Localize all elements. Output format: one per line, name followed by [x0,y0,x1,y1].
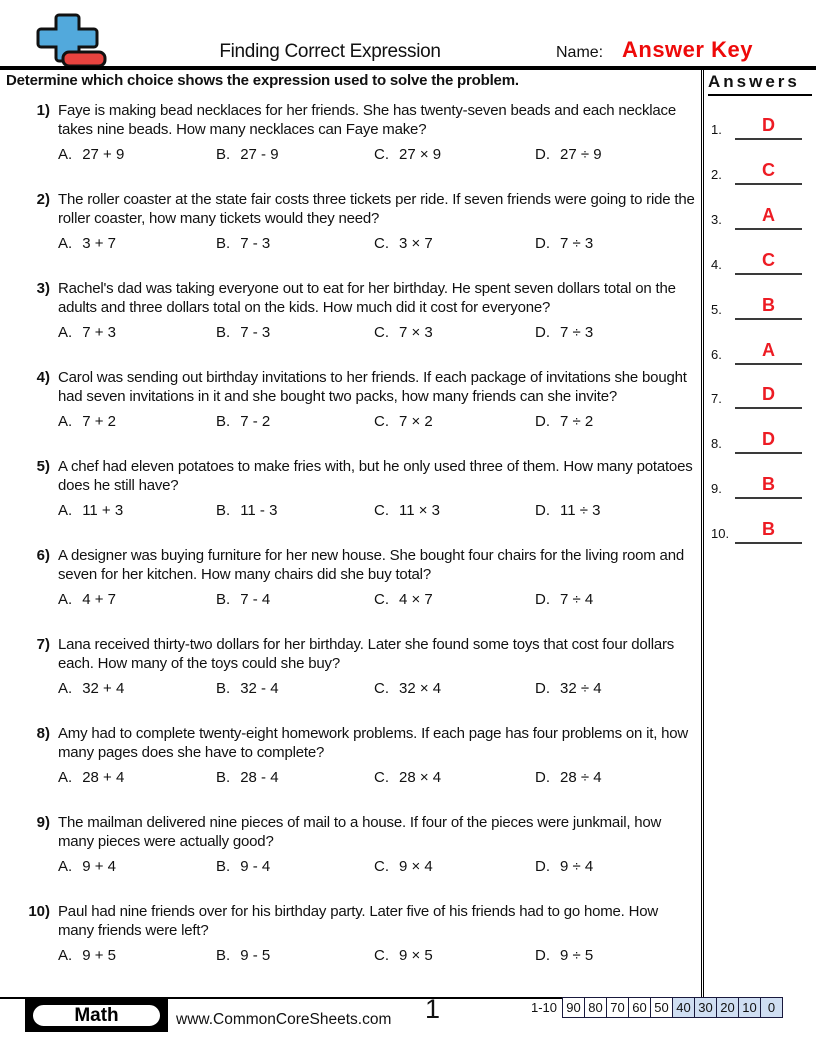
question-number: 2) [36,191,50,208]
choices-row [58,858,696,875]
choice-c [374,680,535,697]
choice-expression: 7 × 2 [399,413,433,430]
choice-d [535,591,696,608]
choice-label: B. [216,413,231,430]
answer-key-label: Answer Key [622,37,753,62]
name-label: Name: [556,44,604,61]
choice-expression: 7 ÷ 4 [560,591,594,608]
choice-a [58,146,216,163]
score-cell-90: 90 [562,997,585,1018]
answer-number: 1. [711,122,722,137]
score-cell-20: 20 [716,997,739,1018]
question-2 [28,190,696,252]
question-number: 6) [36,547,50,564]
choice-expression: 28 × 4 [399,769,442,786]
choice-label: A. [58,947,73,964]
choice-label: A. [58,858,73,875]
choice-label: B. [216,680,231,697]
choice-expression: 7 ÷ 2 [560,413,594,430]
choice-label: C. [374,413,389,430]
score-cell-80: 80 [584,997,607,1018]
answer-number: 10. [711,526,730,542]
choice-c [374,324,535,341]
answer-letter: D [762,115,775,135]
answer-blank [735,426,802,454]
answer-item-7 [711,379,804,409]
score-range-label: 1-10 [530,1000,557,1015]
choice-expression: 11 × 3 [399,502,441,519]
choice-label: D. [535,235,550,252]
answers-panel-title: Answers [708,72,812,96]
choice-expression: 7 + 3 [82,324,116,341]
choices-row [58,235,696,252]
choice-label: D. [535,680,550,697]
choice-d [535,146,696,163]
question-7 [28,635,696,697]
choice-label: D. [535,858,550,875]
score-cell-70: 70 [606,997,629,1018]
choice-label: C. [374,858,389,875]
header-divider [0,66,816,70]
choice-expression: 9 + 5 [82,947,116,964]
question-10 [28,902,696,964]
choice-b [216,413,374,430]
answer-blank [735,292,802,320]
choice-label: C. [374,947,389,964]
choice-expression: 9 × 4 [399,858,433,875]
answer-blank [735,337,802,365]
answer-letter: C [762,159,775,180]
answer-blank [735,112,802,140]
choice-label: A. [58,502,73,519]
answer-item-1 [711,110,804,140]
choice-a [58,324,216,341]
score-cell-0: 0 [760,997,783,1018]
answer-item-5 [711,290,804,320]
question-number: 3) [36,280,50,297]
choice-label: B. [216,769,231,786]
choice-label: D. [535,324,550,341]
question-text: Lana received thirty-two dollars for her birthday. Later she found some toys that cost four dollars each. How many of the toys could she buy? [58,636,675,672]
choice-expression: 27 - 9 [240,146,279,163]
question-text: Carol was sending out birthday invitations to her friends. If each package of invitations she bought had seven invitations in it and she bought two packs, how many friends can she invite? [58,369,687,405]
choice-expression: 9 ÷ 5 [560,947,594,964]
choice-label: B. [216,591,231,608]
question-text: A designer was buying furniture for her new house. She bought four chairs for the living room and seven for her kitchen. How many chairs did she buy total? [58,547,684,583]
choice-label: D. [535,947,550,964]
choice-b [216,591,374,608]
question-number: 8) [36,725,50,742]
choices-row [58,769,696,786]
score-bar [503,997,783,1018]
choice-a [58,680,216,697]
choice-a [58,769,216,786]
subject-badge-label: Math [31,1003,162,1028]
choice-label: C. [374,146,389,163]
choice-c [374,146,535,163]
question-6 [28,546,696,608]
choices-row [58,680,696,697]
answer-number: 2. [711,166,722,182]
choice-label: D. [535,146,550,163]
question-3 [28,279,696,341]
website-url: www.CommonCoreSheets.com [176,1011,392,1028]
choice-a [58,502,216,519]
answer-number: 9. [711,481,722,497]
question-number: 4) [36,369,50,386]
choice-label: B. [216,502,231,519]
choice-label: A. [58,413,73,430]
choice-label: B. [216,947,231,964]
choice-expression: 7 - 4 [240,591,271,608]
answer-blank [735,381,802,409]
choice-label: D. [535,413,550,430]
choice-label: D. [535,769,550,786]
answer-letter: A [762,339,775,360]
choice-expression: 7 - 3 [240,235,271,252]
answer-number: 3. [711,211,722,227]
choice-label: A. [58,146,73,163]
score-cell-30: 30 [694,997,717,1018]
choice-expression: 9 - 5 [240,947,271,964]
question-text: The roller coaster at the state fair costs three tickets per ride. If seven friends were going to ride the roller coaster, how many tickets would they need? [58,191,695,227]
answer-letter: D [762,384,775,405]
choice-label: D. [535,502,550,519]
choice-label: A. [58,235,73,252]
question-number: 1) [36,102,50,119]
question-text: A chef had eleven potatoes to make fries with, but he only used three of them. How many potatoes does he still have? [58,458,693,494]
answer-item-8 [711,424,804,454]
score-cell-10: 10 [738,997,761,1018]
answer-blank [735,157,802,185]
question-number: 7) [36,636,50,653]
answer-blank [735,247,802,275]
choice-expression: 3 + 7 [82,235,116,252]
choice-expression: 4 × 7 [399,591,433,608]
question-text: Amy had to complete twenty-eight homework problems. If each page has four problems on it, how many pages does she have to complete? [58,725,689,761]
question-number: 9) [36,814,50,831]
subject-badge [25,999,168,1032]
choice-label: C. [374,502,389,519]
choice-c [374,413,535,430]
answer-blank [735,471,802,499]
answer-number: 8. [711,436,722,452]
answer-letter: B [762,294,775,315]
page-number: 1 [425,994,441,1024]
choice-d [535,947,696,964]
choice-expression: 27 + 9 [82,146,125,163]
choice-label: C. [374,769,389,786]
answer-number: 6. [711,346,722,362]
choice-a [58,858,216,875]
choice-a [58,947,216,964]
choice-b [216,947,374,964]
choice-b [216,680,374,697]
choice-c [374,769,535,786]
choice-label: A. [58,324,73,341]
choice-d [535,413,696,430]
score-cell-50: 50 [650,997,673,1018]
page-title: Finding Correct Expression [219,41,441,62]
answer-item-6 [711,335,804,365]
choices-row [58,502,696,519]
choice-label: C. [374,591,389,608]
choice-d [535,502,696,519]
choice-expression: 32 × 4 [399,680,442,697]
choice-c [374,502,535,519]
choice-expression: 11 - 3 [240,502,278,519]
choice-a [58,591,216,608]
instruction-text: Determine which choice shows the expression used to solve the problem. [6,72,519,89]
choice-expression: 4 + 7 [82,591,116,608]
choice-d [535,769,696,786]
question-text: Faye is making bead necklaces for her friends. She has twenty-seven beads and each necklace takes nine beads. How many necklaces can Faye make? [58,102,676,138]
choice-c [374,947,535,964]
answers-panel [701,70,816,997]
choice-expression: 7 ÷ 3 [560,235,594,252]
answer-blank [735,516,802,544]
choice-d [535,858,696,875]
choice-expression: 11 + 3 [82,502,124,519]
choice-expression: 32 - 4 [240,680,279,697]
choice-expression: 7 - 3 [240,324,271,341]
commoncoresheets-logo-icon [26,12,110,68]
choice-b [216,769,374,786]
choice-b [216,324,374,341]
question-9 [28,813,696,875]
choice-label: C. [374,680,389,697]
choice-expression: 28 + 4 [82,769,125,786]
answer-letter: B [762,474,775,495]
answer-letter: B [762,519,775,540]
choice-expression: 9 ÷ 4 [560,858,594,875]
choice-label: B. [216,146,231,163]
question-text: Rachel's dad was taking everyone out to eat for her birthday. He spent seven dollars total on the adults and three dollars total on the kids. How much did it cost for everyone? [58,280,676,316]
question-4 [28,368,696,430]
answer-item-9 [711,469,804,499]
question-text: Paul had nine friends over for his birthday party. Later five of his friends had to go home. How many friends were left? [58,903,659,939]
answer-letter: D [762,429,775,450]
choice-c [374,591,535,608]
choice-expression: 7 × 3 [399,324,433,341]
choices-row [58,324,696,341]
choice-expression: 27 × 9 [399,146,442,163]
choice-expression: 32 ÷ 4 [560,680,602,697]
question-5 [28,457,696,519]
choice-d [535,324,696,341]
choices-row [58,146,696,163]
choice-label: C. [374,235,389,252]
answer-letter: C [762,249,775,270]
choice-expression: 7 ÷ 3 [560,324,594,341]
minus-icon [63,52,105,66]
answer-number: 4. [711,256,722,272]
choice-b [216,146,374,163]
answer-item-3 [711,200,804,230]
choices-row [58,413,696,430]
question-number: 5) [36,458,50,475]
choice-expression: 7 - 2 [240,413,271,430]
choice-c [374,235,535,252]
choice-b [216,502,374,519]
choice-label: A. [58,591,73,608]
choice-label: B. [216,324,231,341]
choice-c [374,858,535,875]
score-cell-60: 60 [628,997,651,1018]
answer-item-10 [711,514,804,544]
choice-label: B. [216,235,231,252]
choice-expression: 3 × 7 [399,235,433,252]
choices-row [58,591,696,608]
choice-label: A. [58,769,73,786]
answer-item-2 [711,155,804,185]
score-cell-40: 40 [672,997,695,1018]
choice-expression: 9 + 4 [82,858,116,875]
answer-number: 5. [711,301,722,317]
question-text: The mailman delivered nine pieces of mail to a house. If four of the pieces were junkmail, how many pieces were actually good? [58,814,662,850]
answer-item-4 [711,245,804,275]
choice-label: D. [535,591,550,608]
choice-expression: 9 - 4 [240,858,271,875]
choice-a [58,235,216,252]
choices-row [58,947,696,964]
choice-a [58,413,216,430]
question-1 [28,101,696,163]
choice-expression: 28 - 4 [240,769,279,786]
choice-expression: 11 ÷ 3 [560,502,601,519]
choice-b [216,235,374,252]
choice-label: A. [58,680,73,697]
choice-d [535,235,696,252]
answer-number: 7. [711,391,722,407]
choice-label: B. [216,858,231,875]
question-8 [28,724,696,786]
choice-b [216,858,374,875]
answer-blank [735,202,802,230]
answer-letter: A [762,204,775,225]
choice-expression: 9 × 5 [399,947,433,964]
choice-expression: 28 ÷ 4 [560,769,602,786]
choice-expression: 7 + 2 [82,413,116,430]
choice-d [535,680,696,697]
score-cells [563,997,783,1018]
choice-expression: 27 ÷ 9 [560,146,602,163]
choice-expression: 32 + 4 [82,680,125,697]
choice-label: C. [374,324,389,341]
question-number: 10) [28,903,50,920]
